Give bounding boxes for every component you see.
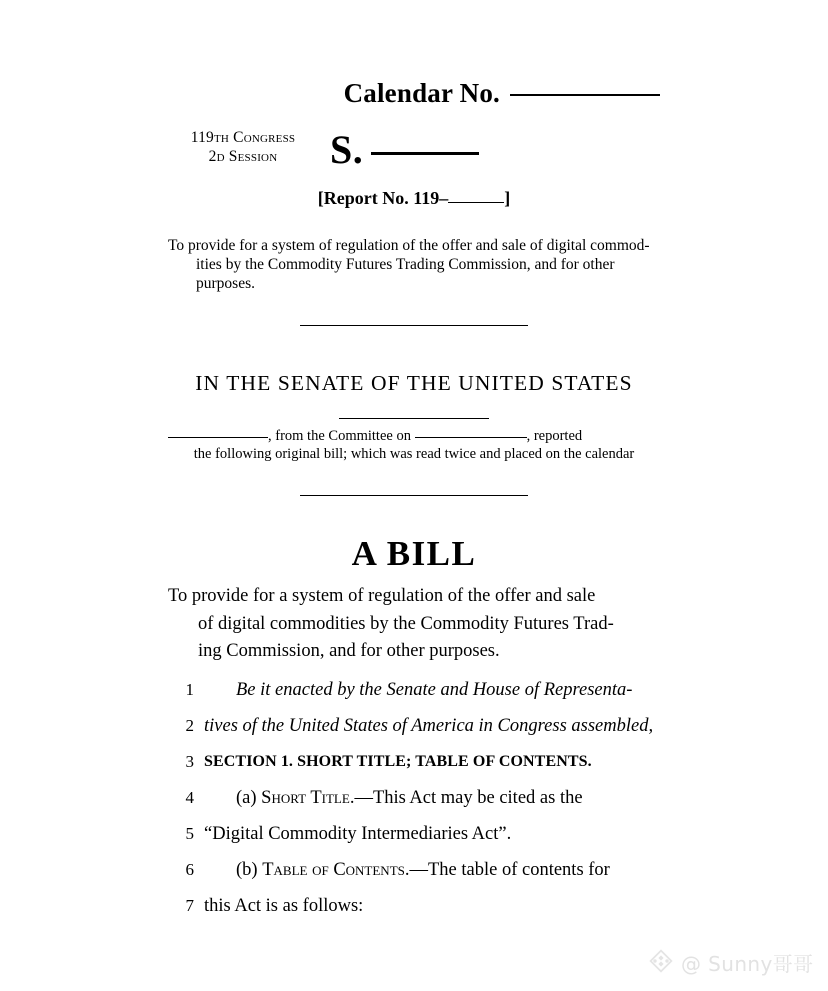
subsection-label-b: (b) <box>236 860 263 880</box>
body-line-6 <box>168 852 660 888</box>
bill-purpose-line-1: To provide for a system of regulation of the offer and sale <box>168 586 596 606</box>
referral-block <box>168 427 660 463</box>
table-of-contents-rest: .—The table of contents for <box>404 860 610 880</box>
report-number-blank <box>448 202 504 203</box>
body-line-1 <box>168 672 660 708</box>
line-text-2: tives of the United States of America in Congress assembled, <box>204 716 654 736</box>
referral-committee-blank <box>415 437 527 438</box>
line-text-4 <box>236 780 660 816</box>
line-number-3: 3 <box>185 752 194 771</box>
sponsor-blank-row <box>168 406 660 424</box>
watermark-handle: @ Sunny哥哥 <box>681 951 814 976</box>
referral-segment-1: , from the Committee on <box>268 428 415 444</box>
line-text-5: “Digital Commodity Intermediaries Act”. <box>204 824 512 844</box>
line-text-6 <box>236 852 660 888</box>
congress-session-block <box>168 128 318 166</box>
line-number-1: 1 <box>185 680 194 699</box>
bill-title: A BILL <box>351 534 477 573</box>
line-number-4: 4 <box>185 788 194 807</box>
purpose-note-line-3: purposes. <box>196 274 255 292</box>
subsection-label-a: (a) <box>236 788 262 808</box>
bill-purpose <box>168 583 660 666</box>
table-of-contents-caps: Table of Contents <box>262 860 405 880</box>
referral-line-1 <box>168 427 660 445</box>
bill-number-blank <box>371 152 479 155</box>
divider-rule-top <box>300 325 528 326</box>
purpose-note-line-2: ities by the Commodity Futures Trading Commission, and for other <box>196 255 615 273</box>
line-number-6: 6 <box>185 860 194 879</box>
bill-purpose-line-3: ing Commission, and for other purposes. <box>198 641 500 661</box>
sponsor-blank <box>339 408 489 419</box>
bill-designator-row <box>330 126 479 173</box>
short-title-caps: Short Title <box>261 788 350 808</box>
bill-purpose-line-2: of digital commodities by the Commodity Futures Trad- <box>198 613 614 634</box>
report-number-row <box>168 188 660 209</box>
line-text-3: SECTION 1. SHORT TITLE; TABLE OF CONTENTS. <box>204 753 592 770</box>
line-text-7: this Act is as follows: <box>204 896 364 916</box>
line-number-7: 7 <box>185 896 194 915</box>
diamond-logo-icon <box>648 948 674 979</box>
purpose-note <box>168 237 660 293</box>
calendar-number-blank <box>510 94 660 96</box>
line-number-2: 2 <box>185 716 194 735</box>
purpose-note-line-1: To provide for a system of regulation of the offer and sale of digital commod- <box>168 237 650 254</box>
body-line-5 <box>168 816 660 852</box>
referral-line-2: the following original bill; which was read twice and placed on the calendar <box>193 446 635 462</box>
body-line-4 <box>168 780 660 816</box>
divider-rule-bottom <box>300 495 528 496</box>
line-text-1: Be it enacted by the Senate and House of Representa- <box>236 680 633 700</box>
body-line-2 <box>168 708 660 744</box>
watermark <box>648 948 814 979</box>
referral-segment-2: , reported <box>526 428 583 444</box>
chamber-heading: IN THE SENATE OF THE UNITED STATES <box>195 371 633 395</box>
bill-designator-label: S. <box>330 127 364 172</box>
body-line-3 <box>168 744 660 780</box>
congress-label: 119th Congress <box>190 129 296 146</box>
short-title-rest: .—This Act may be cited as the <box>349 788 583 808</box>
referral-sponsor-blank <box>168 437 268 438</box>
body-line-7 <box>168 888 660 924</box>
line-number-5: 5 <box>185 824 194 843</box>
session-label: 2d Session <box>208 148 278 165</box>
report-number-prefix: [Report No. 119– <box>317 188 449 208</box>
calendar-number-label: Calendar No. <box>343 78 500 108</box>
numbered-body-lines <box>168 672 660 924</box>
calendar-number-row <box>168 78 660 109</box>
report-number-suffix: ] <box>504 188 511 208</box>
